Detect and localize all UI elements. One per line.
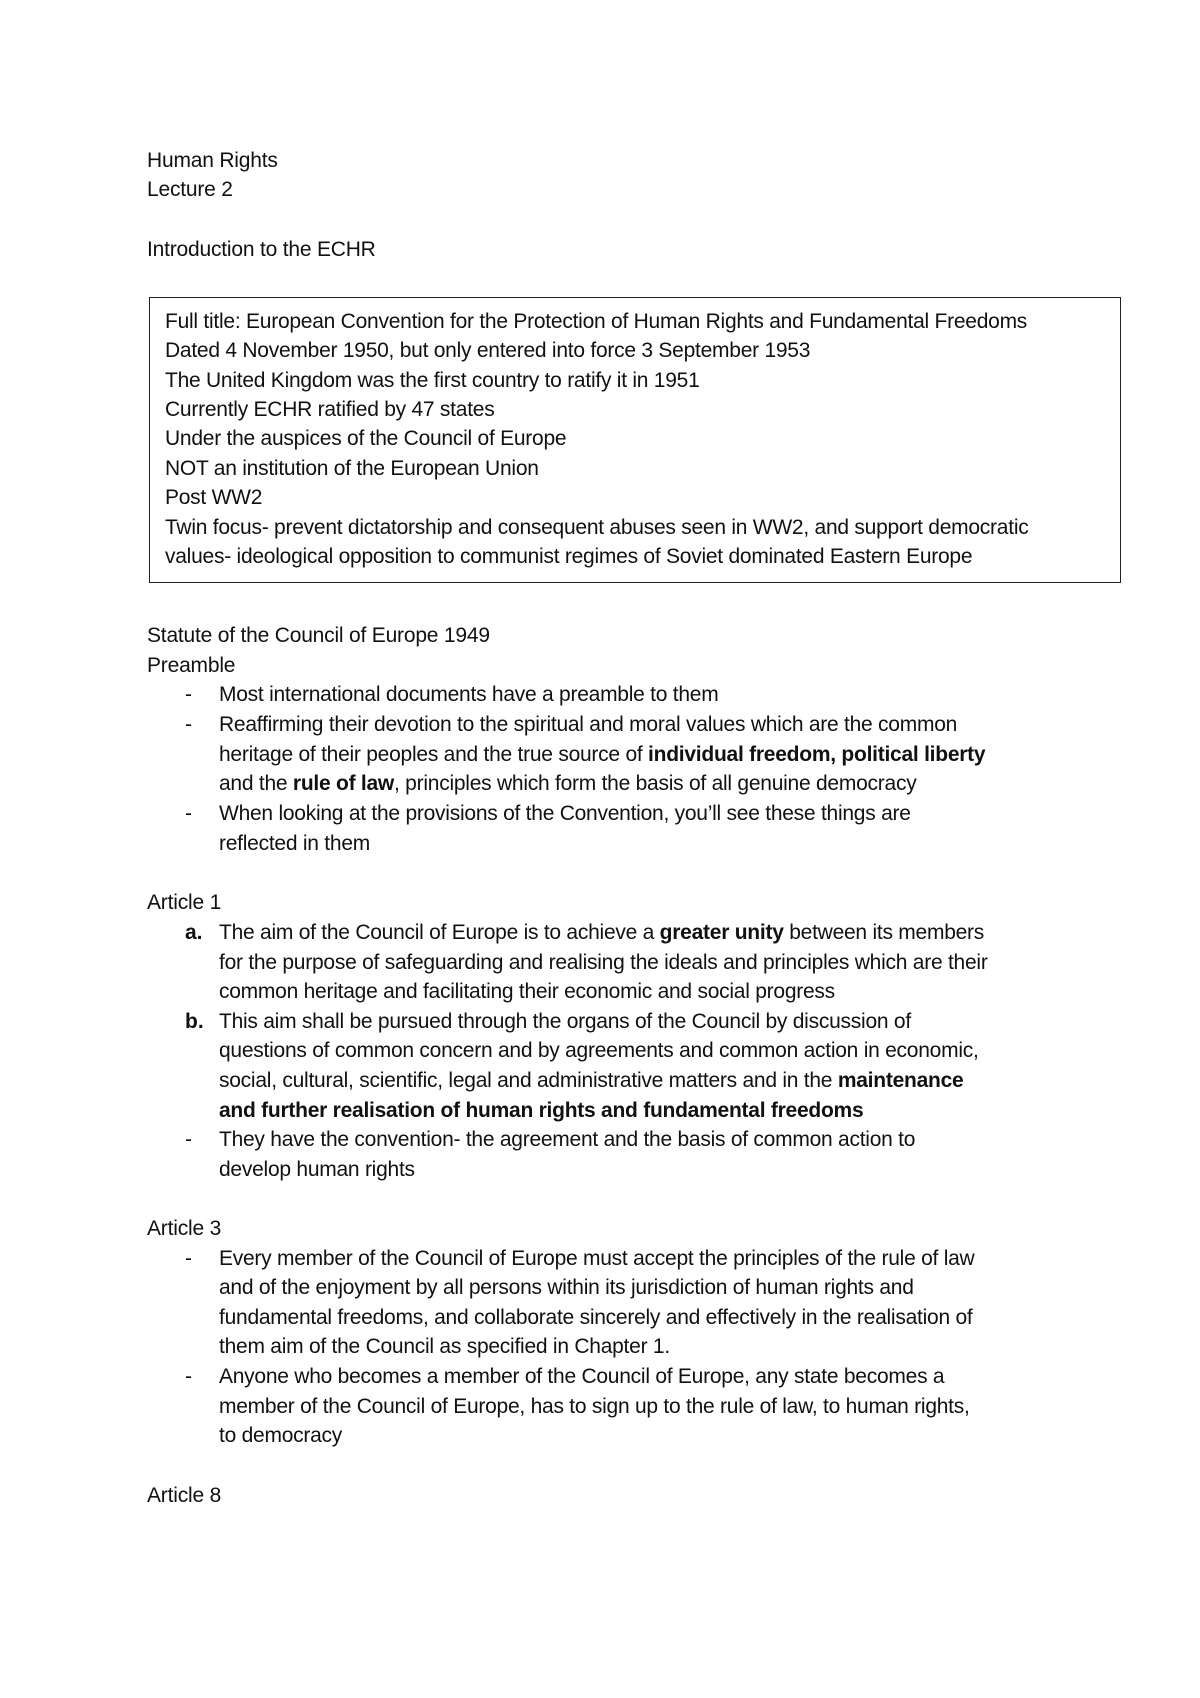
bullet-dash: - [185,802,192,825]
article-3-point-continued: to democracy [219,1424,343,1447]
article-1-point-b: This aim shall be pursued through the organs of the Council by discussion of [219,1010,911,1033]
emphasis-run: rule of law [292,772,395,795]
article-3-point-continued: fundamental freedoms, and collaborate sincerely and effectively in the realisation of [219,1306,973,1329]
article-3-point-continued: and of the enjoyment by all persons within its jurisdiction of human rights and [219,1276,914,1299]
summary-line: Post WW2 [165,486,263,509]
emphasis-run: maintenance [837,1069,964,1092]
preamble-point-continued [219,769,916,799]
article-1-point-a-continued: for the purpose of safeguarding and realising the ideals and principles which are their [219,951,988,974]
article-3-point: Every member of the Council of Europe must accept the principles of the rule of law [219,1247,975,1270]
text-run: between its members [783,921,985,944]
article-1-note-continued: develop human rights [219,1158,415,1181]
emphasis-run: individual freedom, political liberty [648,743,986,766]
text-run: The aim of the Council of Europe is to achieve a [219,921,660,944]
list-marker-b: b. [185,1010,204,1033]
article-1-note: They have the convention- the agreement and the basis of common action to [219,1128,916,1151]
bullet-dash: - [185,1247,192,1270]
bullet-dash: - [185,683,192,706]
preamble-heading: Preamble [147,654,236,677]
article-1-point-b-continued: and further realisation of human rights and fundamental freedoms [219,1099,864,1122]
summary-line: values- ideological opposition to communist regimes of Soviet dominated Eastern Europe [165,545,973,568]
bullet-dash: - [185,1365,192,1388]
summary-line: Twin focus- prevent dictatorship and consequent abuses seen in WW2, and support democratic [165,516,1029,539]
article-3-point-continued: member of the Council of Europe, has to sign up to the rule of law, to human rights, [219,1395,970,1418]
list-marker-a: a. [185,921,203,944]
text-run: and the [219,772,293,795]
article-1-point-a-continued: common heritage and facilitating their economic and social progress [219,980,835,1003]
emphasis-run: greater unity [659,921,784,944]
summary-box [149,297,1121,583]
summary-line: NOT an institution of the European Union [165,457,539,480]
article-1-point-b-continued: questions of common concern and by agreements and common action in economic, [219,1039,979,1062]
course-title: Human Rights [147,149,278,172]
lecture-number: Lecture 2 [147,178,233,201]
topic-heading: Introduction to the ECHR [147,238,376,261]
article-1-point-b-continued [219,1066,963,1096]
summary-line: Full title: European Convention for the Protection of Human Rights and Fundamental Freedoms [165,310,1028,333]
summary-line: The United Kingdom was the first country to ratify it in 1951 [165,369,700,392]
preamble-point-continued: reflected in them [219,832,370,855]
article-1-heading: Article 1 [147,891,222,914]
article-1-point-a [219,918,984,948]
article-3-heading: Article 3 [147,1217,222,1240]
summary-line: Under the auspices of the Council of Europe [165,427,567,450]
text-run: heritage of their peoples and the true source of [219,743,649,766]
statute-heading: Statute of the Council of Europe 1949 [147,624,490,647]
bullet-dash: - [185,1128,192,1151]
preamble-point-continued [219,740,985,770]
article-3-point: Anyone who becomes a member of the Council of Europe, any state becomes a [219,1365,945,1388]
summary-line: Currently ECHR ratified by 47 states [165,398,495,421]
text-run: , principles which form the basis of all genuine democracy [394,772,917,795]
bullet-dash: - [185,713,192,736]
article-3-point-continued: them aim of the Council as specified in Chapter 1. [219,1335,670,1358]
summary-line: Dated 4 November 1950, but only entered into force 3 September 1953 [165,339,811,362]
preamble-point: Most international documents have a preamble to them [219,683,719,706]
preamble-point: When looking at the provisions of the Convention, you’ll see these things are [219,802,911,825]
text-run: social, cultural, scientific, legal and administrative matters and in the [219,1069,838,1092]
preamble-point: Reaffirming their devotion to the spiritual and moral values which are the common [219,713,958,736]
article-8-heading: Article 8 [147,1484,222,1507]
